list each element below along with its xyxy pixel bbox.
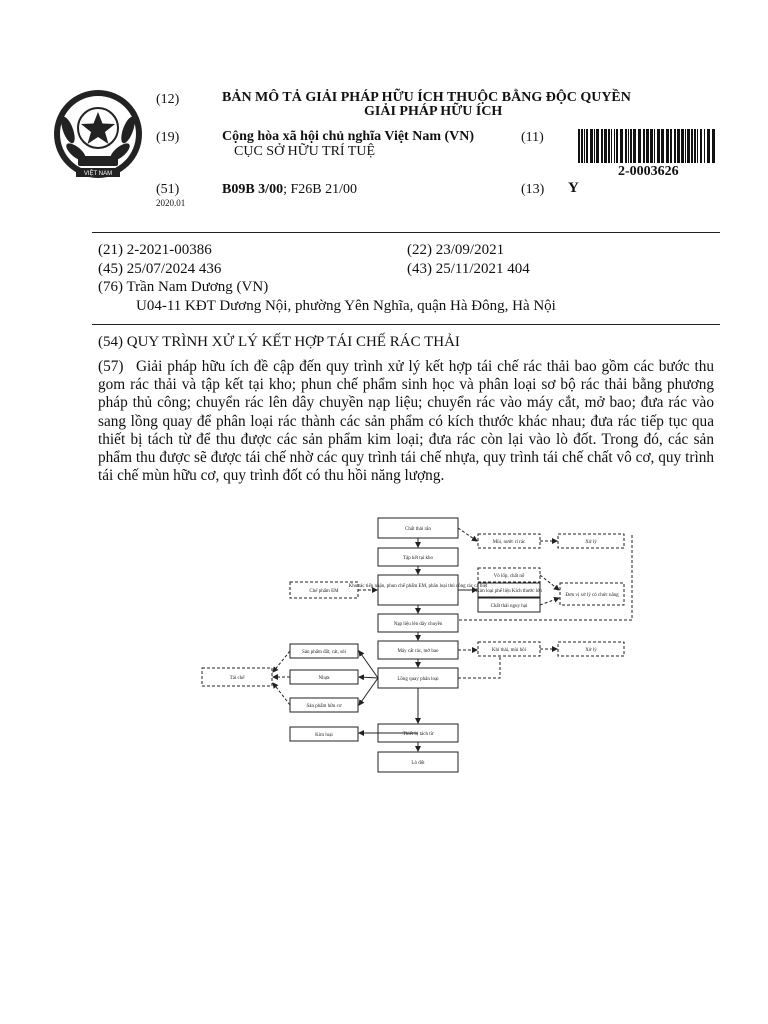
office-name: CỤC SỞ HỮU TRÍ TUỆ — [234, 144, 376, 159]
field-code-13: (13) — [521, 182, 545, 197]
flowchart-label: Kim loại — [315, 733, 333, 738]
divider — [92, 324, 720, 325]
field-code-51: (51) — [156, 182, 180, 197]
field-code-12: (12) — [156, 92, 180, 107]
flowchart-label: Máy cắt rác, mở bao — [397, 649, 439, 654]
owner: (76) Trần Nam Dương (VN) — [98, 279, 269, 295]
flowchart-label: Xử lý — [585, 648, 597, 653]
invention-title: (54) QUY TRÌNH XỬ LÝ KẾT HỢP TÁI CHẾ RÁC THẢI — [98, 334, 460, 350]
box-receiving — [378, 575, 458, 605]
field-code-11: (11) — [521, 130, 544, 145]
svg-text:VIỆT NAM: VIỆT NAM — [83, 171, 113, 177]
barcode-icon — [576, 129, 720, 163]
flowchart-label: Lồng quay phân loại — [397, 677, 439, 682]
country-name: Cộng hòa xã hội chủ nghĩa Việt Nam (VN) — [222, 129, 475, 144]
flowchart-label: Nhựa — [318, 676, 330, 681]
flowchart-label: Chế phẩm EM — [309, 589, 339, 594]
field-code-19: (19) — [156, 130, 180, 145]
flowchart-label: Tái chế — [229, 676, 245, 681]
abstract-code: (57) — [98, 358, 124, 375]
flowchart-label: Lò đốt — [411, 761, 425, 766]
flowchart-label: Chất thải rắn — [405, 527, 431, 532]
publication-date: (43) 25/11/2021 404 — [407, 261, 530, 277]
divider — [92, 232, 720, 233]
application-number: (21) 2-2021-00386 — [98, 242, 212, 258]
ipc-main: B09B 3/00 — [222, 182, 284, 197]
document-title-line1: BẢN MÔ TẢ GIẢI PHÁP HỮU ÍCH THUỘC BẰNG ĐỘC QUYỀN — [222, 90, 631, 105]
grant-date: (45) 25/07/2024 436 — [98, 261, 222, 277]
flowchart-label: Kho rác tiếp nhận, phun chế phẩm EM, phân loại thủ công rác cá biệt — [348, 584, 488, 589]
document-title-line2: GIẢI PHÁP HỮU ÍCH — [364, 104, 503, 119]
flowchart-label: Chất thải nguy hại — [490, 604, 528, 609]
owner-address: U04-11 KĐT Dương Nội, phường Yên Nghĩa, quận Hà Đông, Hà Nội — [136, 298, 556, 314]
flowchart-label: Vỏ lốp, chất nổ — [493, 574, 525, 579]
ipc-version: 2020.01 — [156, 198, 186, 208]
flowchart-label: Đơn vị xử lý có chức năng — [565, 593, 619, 598]
abstract-text: Giải pháp hữu ích đề cập đến quy trình xử lý kết hợp tái chế rác thải bao gồm các bước thu gom rác thải và tập kết tại kho; phun chế phẩm sinh học và phân loại sơ bộ rác thải bằng phương pháp thủ công; chuyển rác lên dây chuyền nạp liệu; chuyển rác vào máy cắt, mở bao; đưa rác vào sang lồng quay để phân loại rác thành các sản phẩm có kích thước khác nhau; đưa rác tiếp tục qua thiết bị tách từ để thu được các sản phẩm kim loại; đưa rác còn lại vào lò đốt. Trong đó, các sản phẩm thu được sẽ được tái chế nhờ các quy trình tái chế nhựa, quy trình tái chế chất vô cơ, quy trình tái chế mùn hữu cơ, quy trình đốt có thu hồi năng lượng. — [98, 358, 714, 485]
abstract — [98, 358, 714, 485]
flowchart-label: Thiết bị tách từ — [402, 732, 434, 737]
flowchart-label: Nạp liệu lên dây chuyền — [393, 622, 443, 627]
flowchart-label: Mùi, nước rỉ rác — [492, 540, 526, 545]
ipc-rest: ; F26B 21/00 — [283, 182, 357, 197]
flowchart-label: Tập kết tại kho — [402, 556, 434, 561]
flowchart-label: Sản phẩm hữu cơ — [306, 704, 342, 709]
ipc-classification — [222, 182, 357, 198]
flowchart-label: Xử lý — [585, 540, 597, 545]
filing-date: (22) 23/09/2021 — [407, 242, 505, 258]
flowchart-label: Kim loại phế liệu Kích thước lớn — [475, 589, 543, 594]
state-emblem-icon — [48, 90, 148, 182]
flowchart-label: Sản phẩm đất, cát, sỏi — [302, 650, 346, 655]
flowchart-label: Khí thải, mùi hôi — [491, 648, 527, 653]
process-flowchart — [195, 510, 635, 775]
kind-code: Y — [568, 180, 579, 196]
patent-number: 2-0003626 — [618, 164, 679, 179]
